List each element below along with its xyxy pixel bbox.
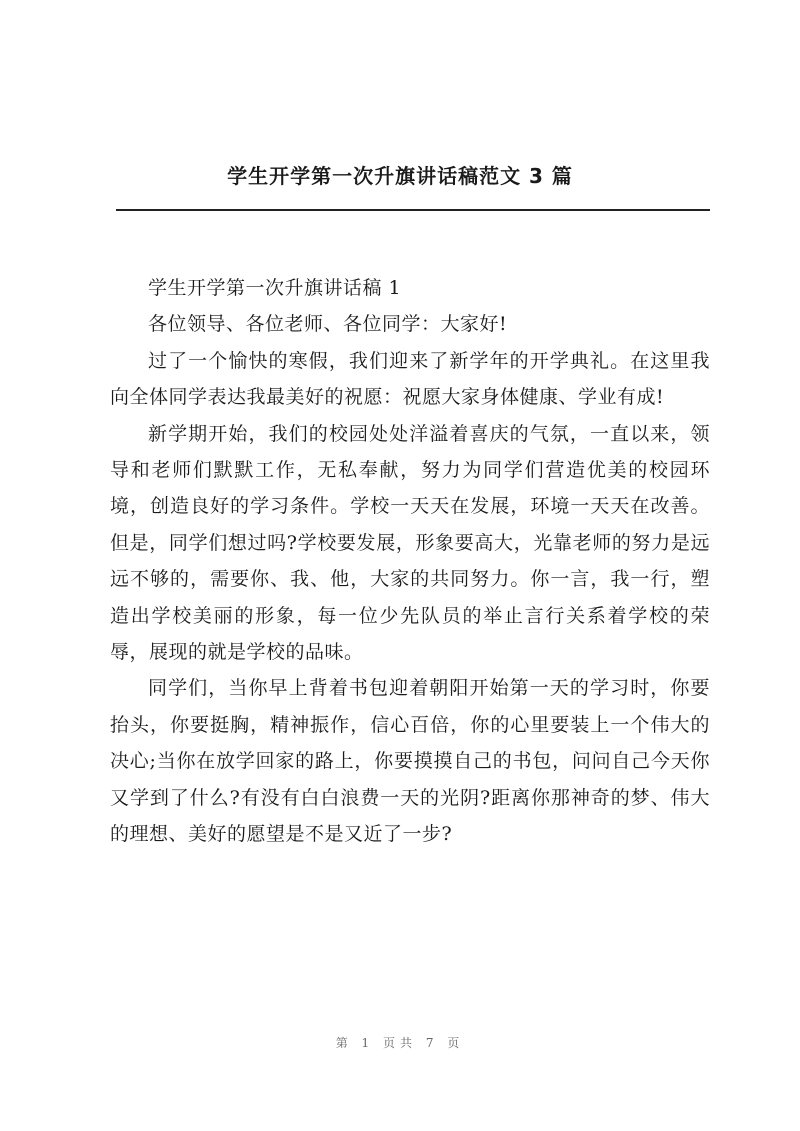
salutation: 各位领导、各位老师、各位同学：大家好! — [148, 313, 508, 336]
body-paragraph: 过了一个愉快的寒假，我们迎来了新学年的开学典礼。在这里我向全体同学表达我最美好的祝愿：祝愿大家身体健康、学业有成! — [110, 349, 710, 409]
section-heading: 学生开学第一次升旗讲话稿 1 — [148, 277, 402, 299]
title-divider — [116, 209, 710, 211]
document-body — [110, 270, 710, 853]
document-title: 学生开学第一次升旗讲话稿范文 3 篇 — [227, 164, 573, 188]
body-paragraph: 同学们，当你早上背着书包迎着朝阳开始第一天的学习时，你要抬头，你要挺胸，精神振作，信心百倍，你的心里要装上一个伟大的决心;当你在放学回家的路上，你要摸摸自己的书包，问问自己今天你又学到了什么?有没有白白浪费一天的光阴?距离你那神奇的梦、伟大的理想、美好的愿望是不是又近了一步? — [110, 677, 710, 846]
body-paragraph: 新学期开始，我们的校园处处洋溢着喜庆的气氛，一直以来，领导和老师们默默工作，无私奉献，努力为同学们营造优美的校园环境，创造良好的学习条件。学校一天天在发展，环境一天天在改善。但是，同学们想过吗?学校要发展，形象要高大，光靠老师的努力是远远不够的，需要你、我、他，大家的共同努力。你一言，我一行，塑造出学校美丽的形象，每一位少先队员的举止言行关系着学校的荣辱，展现的就是学校的品味。 — [110, 422, 710, 664]
page-footer: 第 1 页共 7 页 — [335, 1036, 465, 1050]
